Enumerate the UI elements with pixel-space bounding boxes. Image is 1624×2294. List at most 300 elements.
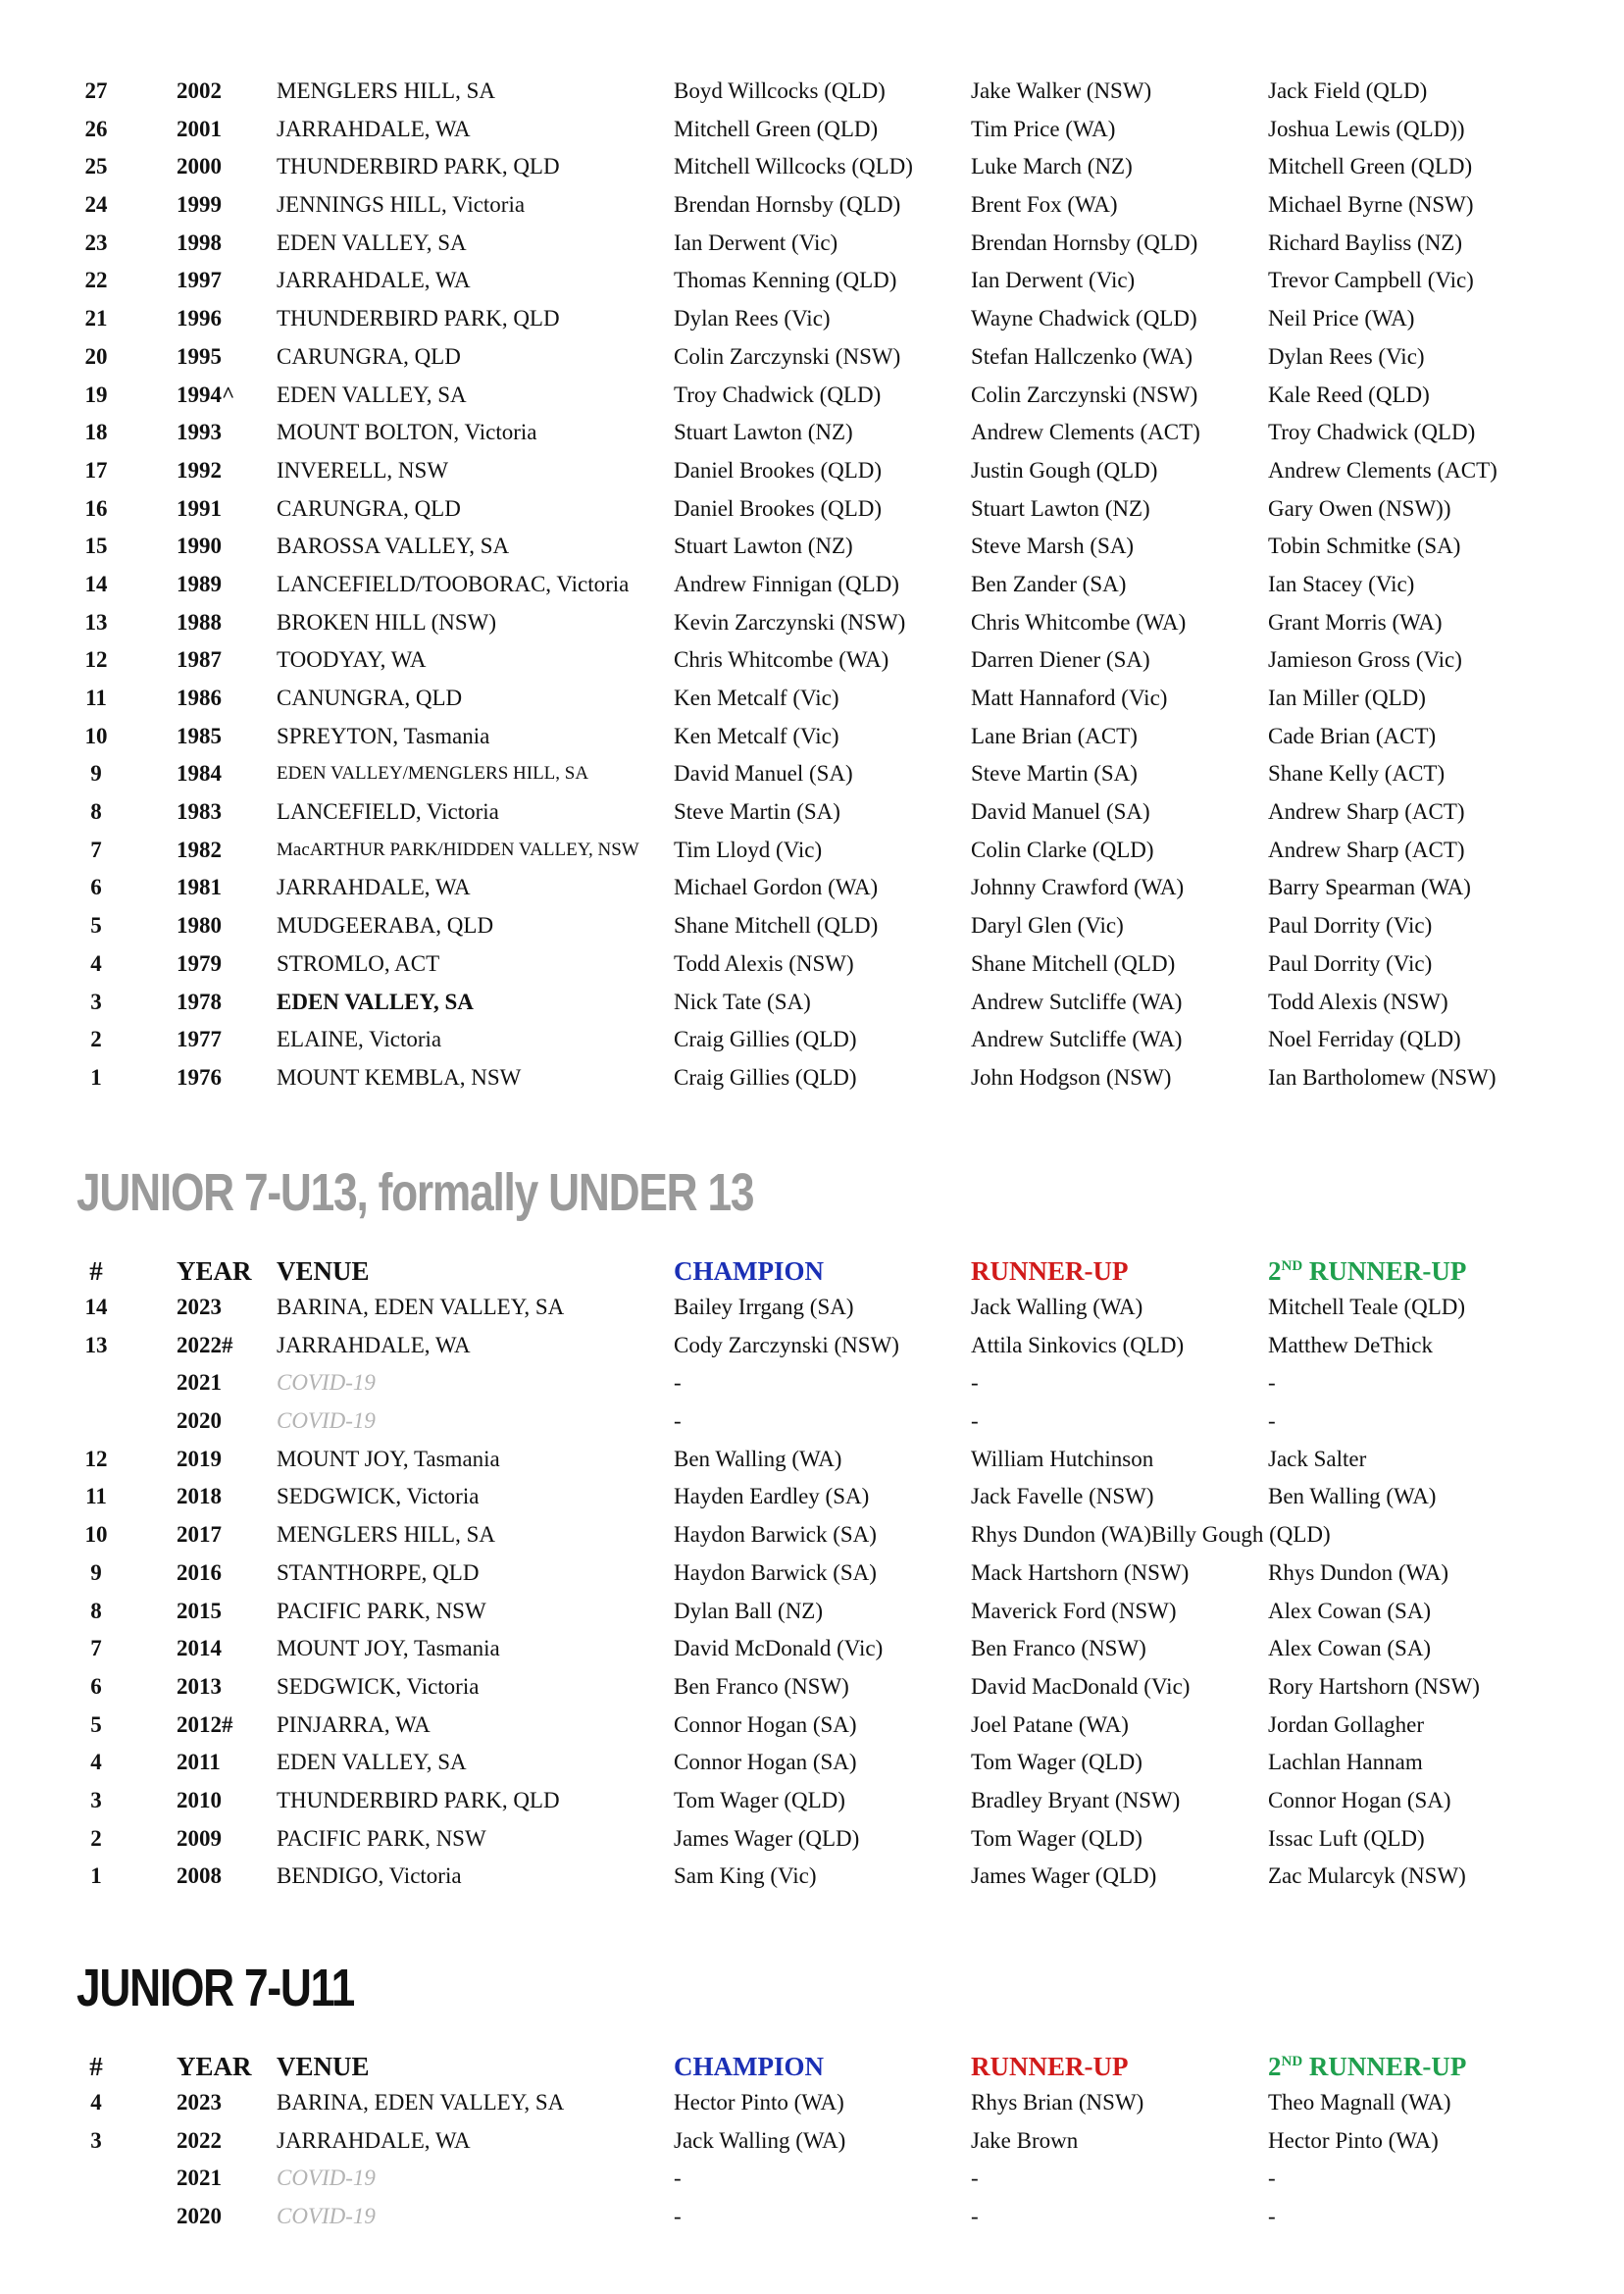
table-row bbox=[71, 641, 1561, 680]
table-row bbox=[71, 2198, 1561, 2236]
row-second-runner-up: Jack Salter bbox=[1268, 1446, 1367, 1471]
row-venue: CANUNGRA, QLD bbox=[277, 686, 463, 710]
table-row bbox=[71, 793, 1561, 832]
row-runner-up: David MacDonald (Vic) bbox=[971, 1673, 1191, 1699]
row-runner-up: John Hodgson (NSW) bbox=[971, 1064, 1172, 1090]
row-venue: PACIFIC PARK, NSW bbox=[277, 1825, 486, 1851]
header-second-prefix: 2 bbox=[1268, 2052, 1282, 2081]
row-runner-up: - bbox=[971, 2204, 979, 2229]
row-year: 1981 bbox=[177, 875, 222, 900]
row-second-runner-up: Noel Ferriday (QLD) bbox=[1268, 1027, 1461, 1052]
table-row bbox=[71, 1555, 1561, 1593]
row-champion: Connor Hogan (SA) bbox=[674, 1711, 857, 1737]
row-number: 16 bbox=[84, 495, 108, 521]
row-year: 2022# bbox=[177, 1332, 233, 1357]
row-year: 1978 bbox=[177, 989, 222, 1014]
row-runner-up: Brent Fox (WA) bbox=[971, 192, 1118, 218]
row-runner-up: Maverick Ford (NSW) bbox=[971, 1598, 1177, 1623]
results-table-u13 bbox=[71, 1253, 1561, 1896]
table-row bbox=[71, 832, 1561, 870]
table-row bbox=[71, 1707, 1561, 1745]
row-champion: Michael Gordon (WA) bbox=[674, 875, 879, 900]
row-champion: Nick Tate (SA) bbox=[674, 989, 811, 1014]
row-venue: MUDGEERABA, QLD bbox=[277, 913, 494, 939]
table-row bbox=[71, 377, 1561, 415]
row-number: 20 bbox=[84, 343, 108, 369]
header-year: YEAR bbox=[177, 1256, 252, 1286]
row-number: 8 bbox=[90, 799, 102, 825]
row-venue: JENNINGS HILL, Victoria bbox=[277, 192, 526, 218]
row-venue: BROKEN HILL (NSW) bbox=[277, 609, 497, 635]
row-venue: COVID-19 bbox=[277, 1408, 376, 1434]
row-runner-up: Ben Franco (NSW) bbox=[971, 1636, 1146, 1661]
row-second-runner-up: Dylan Rees (Vic) bbox=[1268, 343, 1425, 369]
row-year: 2022 bbox=[177, 2127, 222, 2153]
row-champion: Kevin Zarczynski (NSW) bbox=[674, 609, 906, 635]
row-number: 2 bbox=[90, 1825, 102, 1851]
row-runner-up: Jake Walker (NSW) bbox=[971, 78, 1152, 103]
row-runner-up: Matt Hannaford (Vic) bbox=[971, 686, 1168, 710]
row-venue: CARUNGRA, QLD bbox=[277, 343, 461, 369]
table-row bbox=[71, 1668, 1561, 1707]
row-runner-up: Jake Brown bbox=[971, 2127, 1079, 2153]
row-venue: CARUNGRA, QLD bbox=[277, 495, 461, 521]
row-number: 14 bbox=[84, 571, 108, 596]
row-venue: JARRAHDALE, WA bbox=[277, 1332, 471, 1357]
row-runner-up: Colin Zarczynski (NSW) bbox=[971, 382, 1198, 407]
row-year: 2014 bbox=[177, 1636, 222, 1661]
row-second-runner-up: Paul Dorrity (Vic) bbox=[1268, 913, 1433, 939]
row-runner-up: Lane Brian (ACT) bbox=[971, 723, 1138, 748]
row-champion: Brendan Hornsby (QLD) bbox=[674, 192, 901, 218]
row-second-runner-up: Theo Magnall (WA) bbox=[1268, 2090, 1451, 2115]
row-number: 13 bbox=[84, 609, 108, 635]
row-second-runner-up: Hector Pinto (WA) bbox=[1268, 2127, 1439, 2153]
row-champion: Daniel Brookes (QLD) bbox=[674, 495, 883, 521]
row-number: 12 bbox=[84, 647, 108, 673]
row-second-runner-up: Ian Stacey (Vic) bbox=[1268, 571, 1415, 596]
row-runner-up: Stefan Hallczenko (WA) bbox=[971, 343, 1193, 369]
row-venue: MOUNT JOY, Tasmania bbox=[277, 1446, 500, 1471]
row-year: 2012# bbox=[177, 1711, 233, 1737]
row-year: 1982 bbox=[177, 837, 222, 862]
row-second-runner-up: - bbox=[1268, 2204, 1276, 2229]
row-second-runner-up: Michael Byrne (NSW) bbox=[1268, 192, 1474, 218]
table-row bbox=[71, 338, 1561, 377]
row-venue: SEDGWICK, Victoria bbox=[277, 1673, 480, 1699]
header-second-suffix: RUNNER-UP bbox=[1302, 2052, 1467, 2081]
table-row bbox=[71, 186, 1561, 225]
table-header bbox=[71, 1253, 1561, 1289]
row-year: 2018 bbox=[177, 1484, 222, 1509]
table-row bbox=[71, 1441, 1561, 1479]
table-row bbox=[71, 1059, 1561, 1097]
row-runner-up: Steve Martin (SA) bbox=[971, 761, 1138, 787]
table-row bbox=[71, 1858, 1561, 1896]
row-champion: Stuart Lawton (NZ) bbox=[674, 420, 853, 445]
row-runner-up: Attila Sinkovics (QLD) bbox=[971, 1332, 1185, 1357]
row-number: 5 bbox=[90, 1711, 102, 1737]
row-year: 1985 bbox=[177, 723, 222, 748]
row-number: 21 bbox=[84, 306, 108, 331]
table-row bbox=[71, 148, 1561, 186]
row-year: 1977 bbox=[177, 1027, 222, 1052]
row-runner-up: Justin Gough (QLD) bbox=[971, 457, 1158, 483]
row-venue: EDEN VALLEY/MENGLERS HILL, SA bbox=[277, 763, 589, 785]
row-number: 27 bbox=[84, 78, 108, 103]
row-venue: JARRAHDALE, WA bbox=[277, 875, 471, 900]
row-champion: - bbox=[674, 1408, 682, 1434]
table-row bbox=[71, 73, 1561, 111]
rows-u13 bbox=[71, 1289, 1561, 1896]
row-venue: COVID-19 bbox=[277, 1370, 376, 1396]
row-champion: Ben Walling (WA) bbox=[674, 1446, 842, 1471]
row-runner-up: - bbox=[971, 2166, 979, 2191]
row-venue: PINJARRA, WA bbox=[277, 1711, 431, 1737]
header-second-prefix: 2 bbox=[1268, 1256, 1282, 1286]
row-runner-up: Mack Hartshorn (NSW) bbox=[971, 1559, 1190, 1585]
row-champion: Ben Franco (NSW) bbox=[674, 1673, 849, 1699]
table-row bbox=[71, 2122, 1561, 2161]
row-venue: JARRAHDALE, WA bbox=[277, 116, 471, 141]
row-runner-up: Brendan Hornsby (QLD) bbox=[971, 229, 1198, 255]
row-venue: BARINA, EDEN VALLEY, SA bbox=[277, 1295, 565, 1319]
row-second-runner-up: Tobin Schmitke (SA) bbox=[1268, 534, 1461, 559]
row-runner-up: Tom Wager (QLD) bbox=[971, 1825, 1142, 1851]
row-year: 2009 bbox=[177, 1825, 222, 1851]
row-champion: Daniel Brookes (QLD) bbox=[674, 457, 883, 483]
row-year: 2020 bbox=[177, 2204, 222, 2229]
row-second-runner-up: Ian Miller (QLD) bbox=[1268, 686, 1426, 710]
table-row bbox=[71, 984, 1561, 1022]
row-champion: Bailey Irrgang (SA) bbox=[674, 1295, 854, 1319]
table-row bbox=[71, 1021, 1561, 1059]
row-runner-up: Jack Favelle (NSW) bbox=[971, 1484, 1154, 1509]
row-year: 2019 bbox=[177, 1446, 222, 1471]
row-number: 6 bbox=[90, 875, 102, 900]
row-year: 1987 bbox=[177, 647, 222, 673]
row-runner-up: Joel Patane (WA) bbox=[971, 1711, 1129, 1737]
row-venue: MENGLERS HILL, SA bbox=[277, 78, 495, 103]
row-venue: BAROSSA VALLEY, SA bbox=[277, 534, 510, 559]
row-venue: EDEN VALLEY, SA bbox=[277, 989, 474, 1014]
row-champion: Thomas Kenning (QLD) bbox=[674, 268, 897, 293]
row-second-runner-up: Todd Alexis (NSW) bbox=[1268, 989, 1448, 1014]
row-venue: COVID-19 bbox=[277, 2166, 376, 2191]
row-champion: - bbox=[674, 2166, 682, 2191]
row-second-runner-up: - bbox=[1268, 2166, 1276, 2191]
row-runner-up: Colin Clarke (QLD) bbox=[971, 837, 1154, 862]
row-year: 2021 bbox=[177, 1370, 222, 1396]
row-number: 22 bbox=[84, 268, 108, 293]
row-second-runner-up: - bbox=[1268, 1370, 1276, 1396]
row-champion: Andrew Finnigan (QLD) bbox=[674, 571, 899, 596]
table-row bbox=[71, 1364, 1561, 1402]
row-champion: James Wager (QLD) bbox=[674, 1825, 860, 1851]
row-runner-up: - bbox=[971, 1370, 979, 1396]
row-number: 25 bbox=[84, 154, 108, 179]
row-second-runner-up: Ben Walling (WA) bbox=[1268, 1484, 1437, 1509]
row-second-runner-up: Neil Price (WA) bbox=[1268, 306, 1415, 331]
row-runner-up: Johnny Crawford (WA) bbox=[971, 875, 1185, 900]
row-second-runner-up: Gary Owen (NSW)) bbox=[1268, 495, 1451, 521]
row-number: 5 bbox=[90, 913, 102, 939]
row-year: 2001 bbox=[177, 116, 222, 141]
row-number: 23 bbox=[84, 229, 108, 255]
row-second-runner-up: Jack Field (QLD) bbox=[1268, 78, 1428, 103]
row-runner-up: Darren Diener (SA) bbox=[971, 647, 1150, 673]
table-row bbox=[71, 1516, 1561, 1555]
row-runner-up: Ben Zander (SA) bbox=[971, 571, 1127, 596]
row-venue: PACIFIC PARK, NSW bbox=[277, 1598, 486, 1623]
row-runner-up: Tim Price (WA) bbox=[971, 116, 1116, 141]
row-venue: MOUNT BOLTON, Victoria bbox=[277, 420, 537, 445]
row-champion: Jack Walling (WA) bbox=[674, 2127, 846, 2153]
row-year: 1994^ bbox=[177, 382, 235, 407]
row-year: 1984 bbox=[177, 761, 222, 787]
row-second-runner-up: Joshua Lewis (QLD)) bbox=[1268, 116, 1465, 141]
row-year: 2000 bbox=[177, 154, 222, 179]
row-number: 15 bbox=[84, 534, 108, 559]
row-second-runner-up: Lachlan Hannam bbox=[1268, 1750, 1423, 1775]
table-header bbox=[71, 2049, 1561, 2084]
row-venue: JARRAHDALE, WA bbox=[277, 268, 471, 293]
row-number: 11 bbox=[85, 686, 107, 710]
header-second-runner-up bbox=[1268, 1253, 1466, 1289]
row-venue: MENGLERS HILL, SA bbox=[277, 1522, 495, 1548]
row-venue: MacARTHUR PARK/HIDDEN VALLEY, NSW bbox=[277, 839, 639, 860]
table-row bbox=[71, 528, 1561, 566]
row-year: 2016 bbox=[177, 1559, 222, 1585]
row-second-runner-up: Grant Morris (WA) bbox=[1268, 609, 1443, 635]
row-number: 4 bbox=[90, 950, 102, 976]
row-number: 11 bbox=[85, 1484, 107, 1509]
header-second-suffix: RUNNER-UP bbox=[1302, 1256, 1467, 1286]
table-row bbox=[71, 1327, 1561, 1365]
table-row bbox=[71, 566, 1561, 604]
row-year: 2023 bbox=[177, 2090, 222, 2115]
row-champion: Troy Chadwick (QLD) bbox=[674, 382, 882, 407]
table-row bbox=[71, 300, 1561, 338]
row-year: 2002 bbox=[177, 78, 222, 103]
row-number: 1 bbox=[90, 1863, 102, 1889]
row-number: 10 bbox=[84, 1522, 108, 1548]
row-year: 1983 bbox=[177, 799, 222, 825]
header-champion: CHAMPION bbox=[674, 2052, 824, 2081]
row-number: 26 bbox=[84, 116, 108, 141]
row-year: 2011 bbox=[177, 1750, 221, 1775]
row-champion: Haydon Barwick (SA) bbox=[674, 1559, 877, 1585]
row-year: 1998 bbox=[177, 229, 222, 255]
row-second-runner-up: Andrew Sharp (ACT) bbox=[1268, 799, 1465, 825]
row-runner-up: William Hutchinson bbox=[971, 1446, 1154, 1471]
row-champion: Tom Wager (QLD) bbox=[674, 1787, 845, 1812]
row-second-runner-up: Shane Kelly (ACT) bbox=[1268, 761, 1446, 787]
row-runner-up: Tom Wager (QLD) bbox=[971, 1750, 1142, 1775]
row-year: 1988 bbox=[177, 609, 222, 635]
row-second-runner-up: Alex Cowan (SA) bbox=[1268, 1598, 1432, 1623]
row-champion: Ken Metcalf (Vic) bbox=[674, 723, 839, 748]
row-venue: BARINA, EDEN VALLEY, SA bbox=[277, 2090, 565, 2115]
table-row bbox=[71, 1478, 1561, 1516]
row-venue: ELAINE, Victoria bbox=[277, 1027, 442, 1052]
row-year: 1996 bbox=[177, 306, 222, 331]
row-second-runner-up: Jordan Gollagher bbox=[1268, 1711, 1425, 1737]
row-venue: INVERELL, NSW bbox=[277, 457, 449, 483]
row-venue: THUNDERBIRD PARK, QLD bbox=[277, 154, 560, 179]
row-runner-up: Luke March (NZ) bbox=[971, 154, 1133, 179]
row-number: 3 bbox=[90, 989, 102, 1014]
row-second-runner-up: Jamieson Gross (Vic) bbox=[1268, 647, 1462, 673]
row-champion: Colin Zarczynski (NSW) bbox=[674, 343, 901, 369]
row-number: 9 bbox=[90, 1559, 102, 1585]
row-second-runner-up: Rhys Dundon (WA) bbox=[1268, 1559, 1448, 1585]
row-venue: STROMLO, ACT bbox=[277, 950, 440, 976]
row-runner-up: Daryl Glen (Vic) bbox=[971, 913, 1124, 939]
row-number: 8 bbox=[90, 1598, 102, 1623]
row-runner-up: David Manuel (SA) bbox=[971, 799, 1150, 825]
row-champion: Steve Martin (SA) bbox=[674, 799, 840, 825]
row-number: 2 bbox=[90, 1027, 102, 1052]
row-second-runner-up: Alex Cowan (SA) bbox=[1268, 1636, 1432, 1661]
row-year: 1999 bbox=[177, 192, 222, 218]
row-year: 1991 bbox=[177, 495, 222, 521]
row-number: 19 bbox=[84, 382, 108, 407]
row-second-runner-up: Mitchell Teale (QLD) bbox=[1268, 1295, 1466, 1319]
table-row bbox=[71, 414, 1561, 452]
row-champion: Ken Metcalf (Vic) bbox=[674, 686, 839, 710]
row-number: 6 bbox=[90, 1673, 102, 1699]
row-champion: Chris Whitcombe (WA) bbox=[674, 647, 889, 673]
header-second-runner-up bbox=[1268, 2049, 1466, 2084]
row-year: 2023 bbox=[177, 1295, 222, 1319]
table-row bbox=[71, 1744, 1561, 1782]
row-year: 1992 bbox=[177, 457, 222, 483]
row-number: 4 bbox=[90, 1750, 102, 1775]
row-year: 2017 bbox=[177, 1522, 222, 1548]
row-runner-up: Rhys Brian (NSW) bbox=[971, 2090, 1144, 2115]
table-row bbox=[71, 262, 1561, 300]
row-number: 17 bbox=[84, 457, 108, 483]
row-number: 13 bbox=[84, 1332, 108, 1357]
row-year: 1979 bbox=[177, 950, 222, 976]
row-number: 1 bbox=[90, 1064, 102, 1090]
table-row bbox=[71, 452, 1561, 490]
row-champion: Shane Mitchell (QLD) bbox=[674, 913, 879, 939]
table-row bbox=[71, 2084, 1561, 2122]
table-row bbox=[71, 945, 1561, 984]
row-runner-up: James Wager (QLD) bbox=[971, 1863, 1157, 1889]
rows-u11 bbox=[71, 2084, 1561, 2236]
row-champion: David McDonald (Vic) bbox=[674, 1636, 884, 1661]
row-venue: STANTHORPE, QLD bbox=[277, 1559, 480, 1585]
row-second-runner-up: Andrew Sharp (ACT) bbox=[1268, 837, 1465, 862]
row-champion: Ian Derwent (Vic) bbox=[674, 229, 838, 255]
row-champion: Todd Alexis (NSW) bbox=[674, 950, 854, 976]
row-year: 1976 bbox=[177, 1064, 222, 1090]
row-number: 12 bbox=[84, 1446, 108, 1471]
row-year: 2013 bbox=[177, 1673, 222, 1699]
row-runner-up: Andrew Clements (ACT) bbox=[971, 420, 1200, 445]
row-champion: Hayden Eardley (SA) bbox=[674, 1484, 870, 1509]
row-champion: Hector Pinto (WA) bbox=[674, 2090, 844, 2115]
row-venue: TOODYAY, WA bbox=[277, 647, 427, 673]
row-second-runner-up: Kale Reed (QLD) bbox=[1268, 382, 1430, 407]
header-num: # bbox=[89, 1256, 103, 1286]
row-champion: Craig Gillies (QLD) bbox=[674, 1064, 857, 1090]
row-champion: - bbox=[674, 1370, 682, 1396]
table-row bbox=[71, 869, 1561, 907]
row-second-runner-up: Troy Chadwick (QLD) bbox=[1268, 420, 1476, 445]
row-year: 2020 bbox=[177, 1408, 222, 1434]
row-number: 7 bbox=[90, 1636, 102, 1661]
row-champion: Sam King (Vic) bbox=[674, 1863, 817, 1889]
row-number: 4 bbox=[90, 2090, 102, 2115]
row-venue: BENDIGO, Victoria bbox=[277, 1863, 462, 1889]
row-second-runner-up: Matthew DeThick bbox=[1268, 1332, 1433, 1357]
row-venue: EDEN VALLEY, SA bbox=[277, 1750, 467, 1775]
row-second-runner-up: Issac Luft (QLD) bbox=[1268, 1825, 1425, 1851]
row-number: 3 bbox=[90, 1787, 102, 1812]
row-champion: Connor Hogan (SA) bbox=[674, 1750, 857, 1775]
row-second-runner-up: Paul Dorrity (Vic) bbox=[1268, 950, 1433, 976]
row-year: 1997 bbox=[177, 268, 222, 293]
row-second-runner-up: Cade Brian (ACT) bbox=[1268, 723, 1437, 748]
row-champion: Cody Zarczynski (NSW) bbox=[674, 1332, 899, 1357]
row-second-runner-up: Rory Hartshorn (NSW) bbox=[1268, 1673, 1480, 1699]
table-row bbox=[71, 2160, 1561, 2198]
row-champion: Dylan Rees (Vic) bbox=[674, 306, 831, 331]
row-year: 1990 bbox=[177, 534, 222, 559]
row-number: 9 bbox=[90, 761, 102, 787]
row-runner-up: Shane Mitchell (QLD) bbox=[971, 950, 1176, 976]
row-champion: Tim Lloyd (Vic) bbox=[674, 837, 823, 862]
row-runner-up: - bbox=[971, 1408, 979, 1434]
results-table-u11 bbox=[71, 2049, 1561, 2236]
row-champion: David Manuel (SA) bbox=[674, 761, 853, 787]
table-row bbox=[71, 907, 1561, 945]
table-row bbox=[71, 1289, 1561, 1327]
row-year: 2008 bbox=[177, 1863, 222, 1889]
row-runner-up: Andrew Sutcliffe (WA) bbox=[971, 1027, 1183, 1052]
row-number: 18 bbox=[84, 420, 108, 445]
row-venue: MOUNT KEMBLA, NSW bbox=[277, 1064, 522, 1090]
section-title-u13: JUNIOR 7-U13, formally UNDER 13 bbox=[76, 1163, 754, 1222]
table-row bbox=[71, 680, 1561, 718]
table-row bbox=[71, 490, 1561, 529]
row-second-runner-up: Connor Hogan (SA) bbox=[1268, 1787, 1451, 1812]
row-number: 7 bbox=[90, 837, 102, 862]
header-champion: CHAMPION bbox=[674, 1256, 824, 1286]
row-year: 1993 bbox=[177, 420, 222, 445]
row-champion: - bbox=[674, 2204, 682, 2229]
row-venue: EDEN VALLEY, SA bbox=[277, 229, 467, 255]
table-row bbox=[71, 755, 1561, 793]
table-row bbox=[71, 225, 1561, 263]
header-venue: VENUE bbox=[277, 1256, 370, 1286]
header-venue: VENUE bbox=[277, 2052, 370, 2081]
row-runner-up: Jack Walling (WA) bbox=[971, 1295, 1143, 1319]
row-number: 24 bbox=[84, 192, 108, 218]
row-number: 3 bbox=[90, 2127, 102, 2153]
row-second-runner-up: Trevor Campbell (Vic) bbox=[1268, 268, 1474, 293]
row-champion: Mitchell Green (QLD) bbox=[674, 116, 879, 141]
table-row bbox=[71, 604, 1561, 642]
table-row bbox=[71, 1820, 1561, 1859]
row-runner-up: Wayne Chadwick (QLD) bbox=[971, 306, 1197, 331]
header-second-sup: ND bbox=[1281, 2054, 1303, 2069]
row-champion: Haydon Barwick (SA) bbox=[674, 1522, 877, 1548]
